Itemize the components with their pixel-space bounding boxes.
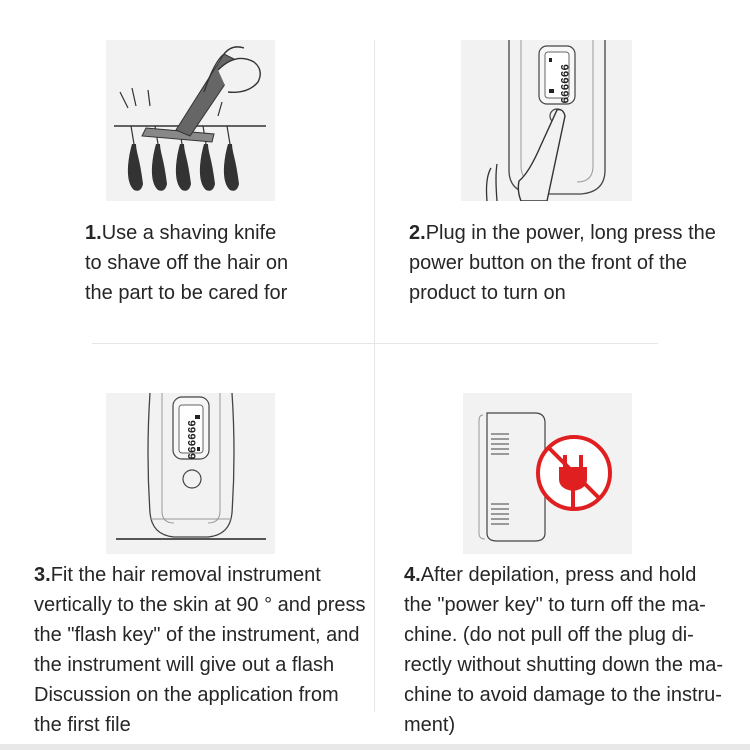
step-3-number: 3. [34, 564, 51, 586]
shaving-illustration [106, 40, 275, 201]
finger-press-power-icon [461, 40, 632, 201]
device-on-skin-illustration [106, 393, 275, 554]
no-unplug-illustration [463, 393, 632, 554]
horizontal-divider [92, 343, 658, 344]
display-reading-3: 999999 [184, 420, 196, 460]
step-1-text: 1.Use a shaving knife to shave off the hair on the part to be cared for [85, 222, 289, 304]
step-2-text: 2.Plug in the power, long press the power button on the front of the product to turn on [409, 222, 716, 304]
display-reading: 999999 [557, 64, 569, 104]
vertical-divider [374, 40, 375, 712]
step-1-number: 1. [85, 222, 102, 244]
no-unplug-icon [463, 393, 632, 554]
step-3-text: 3.Fit the hair removal instrument vertically to the skin at 90 ° and press the "flash key" of the instrument, and the instrument will give out a flash Discussion on the application from the first file [34, 564, 366, 736]
bottom-bar [0, 744, 750, 750]
step-4-number: 4. [404, 564, 421, 586]
power-on-illustration [461, 40, 632, 201]
razor-shaving-hair-icon [106, 40, 275, 201]
step-4-text: 4.After depilation, press and hold the "power key" to turn off the ma- chine. (do not pull off the plug di- rectly without shutting down the ma- chine to avoid damage to the instru- ment) [404, 564, 724, 736]
step-2-number: 2. [409, 222, 426, 244]
device-on-skin-icon [106, 393, 275, 554]
